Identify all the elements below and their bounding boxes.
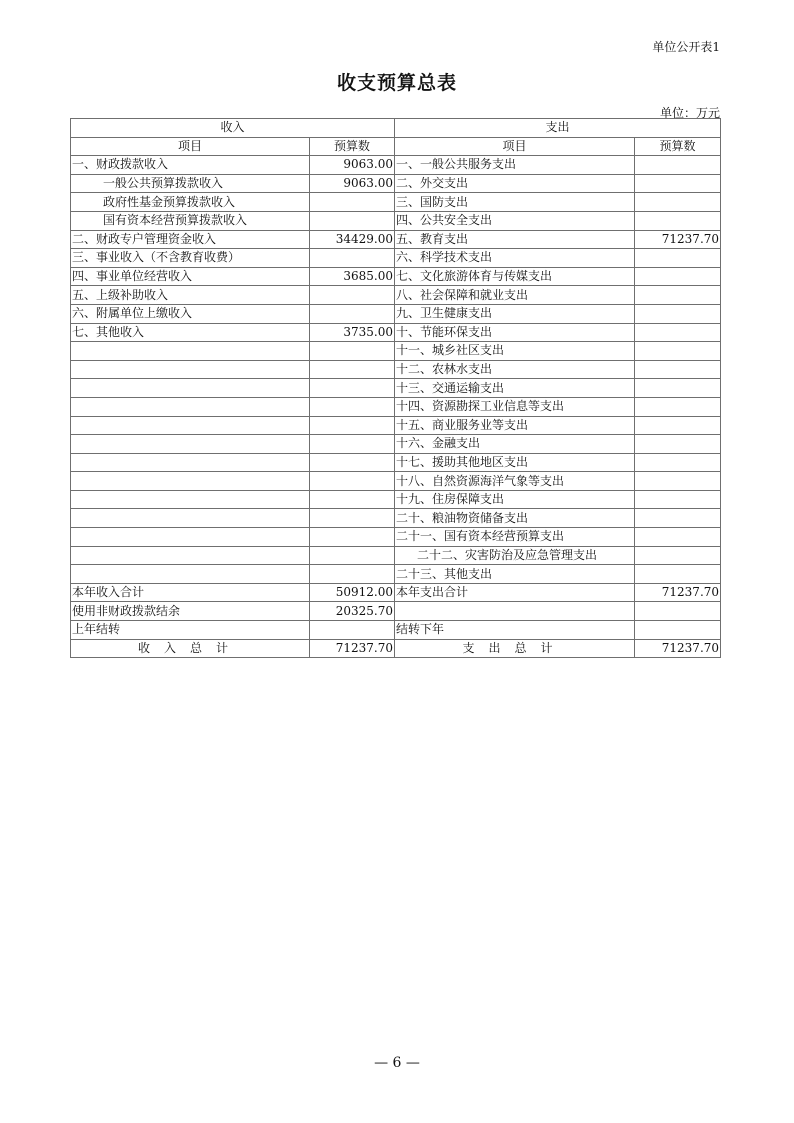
expense-amount-cell [635, 435, 721, 454]
expense-amount-cell [635, 379, 721, 398]
expense-item-cell: 十七、援助其他地区支出 [395, 453, 635, 472]
expense-amount-cell [635, 267, 721, 286]
expense-item-cell: 五、教育支出 [395, 230, 635, 249]
table-row [71, 193, 721, 212]
expense-amount-cell [635, 397, 721, 416]
expense-item-cell: 一、一般公共服务支出 [395, 156, 635, 175]
table-row [71, 602, 721, 621]
expense-amount-cell [635, 211, 721, 230]
income-item-cell [71, 360, 310, 379]
income-item-cell [71, 528, 310, 547]
table-row [71, 360, 721, 379]
table-row [71, 528, 721, 547]
table-row [71, 546, 721, 565]
income-amount-cell [310, 360, 395, 379]
expense-item-cell: 六、科学技术支出 [395, 249, 635, 268]
table-row [71, 379, 721, 398]
budget-table [70, 118, 721, 658]
income-total-label: 收入总计 [71, 639, 310, 658]
income-item-cell: 一、财政拨款收入 [71, 156, 310, 175]
expense-item-cell: 十一、城乡社区支出 [395, 342, 635, 361]
income-amount-cell: 3685.00 [310, 267, 395, 286]
income-amount-cell [310, 546, 395, 565]
expense-amount-cell [635, 156, 721, 175]
expense-amount-cell [635, 360, 721, 379]
income-item-cell: 本年收入合计 [71, 583, 310, 602]
expense-amount-cell: 71237.70 [635, 583, 721, 602]
expense-item-cell: 二十一、国有资本经营预算支出 [395, 528, 635, 547]
income-amount-cell [310, 472, 395, 491]
income-item-cell: 政府性基金预算拨款收入 [71, 193, 310, 212]
income-amount-cell: 3735.00 [310, 323, 395, 342]
unit-label: 单位：万元 [659, 106, 720, 120]
expense-item-cell: 七、文化旅游体育与传媒支出 [395, 267, 635, 286]
expense-section-title: 支出 [395, 119, 721, 138]
table-row [71, 453, 721, 472]
expense-amount-cell [635, 416, 721, 435]
table-row [71, 565, 721, 584]
expense-item-cell: 十、节能环保支出 [395, 323, 635, 342]
table-row [71, 174, 721, 193]
table-row [71, 156, 721, 175]
expense-amount-cell [635, 193, 721, 212]
income-item-cell [71, 397, 310, 416]
income-item-cell: 六、附属单位上缴收入 [71, 304, 310, 323]
table-row [71, 211, 721, 230]
expense-item-cell: 十五、商业服务业等支出 [395, 416, 635, 435]
table-row [71, 304, 721, 323]
income-item-cell: 四、事业单位经营收入 [71, 267, 310, 286]
expense-item-cell: 二十三、其他支出 [395, 565, 635, 584]
income-item-cell: 七、其他收入 [71, 323, 310, 342]
form-number: 单位公开表1 [652, 40, 720, 54]
column-header-row [71, 137, 721, 156]
expense-amount-cell [635, 286, 721, 305]
income-item-cell [71, 416, 310, 435]
expense-item-cell: 本年支出合计 [395, 583, 635, 602]
income-amount-cell: 9063.00 [310, 156, 395, 175]
income-item-cell: 使用非财政拨款结余 [71, 602, 310, 621]
section-header-row [71, 119, 721, 138]
expense-item-cell: 九、卫生健康支出 [395, 304, 635, 323]
expense-item-cell: 十三、交通运输支出 [395, 379, 635, 398]
grand-total-row [71, 639, 721, 658]
income-amount-cell: 50912.00 [310, 583, 395, 602]
expense-amount-cell [635, 249, 721, 268]
income-item-cell [71, 509, 310, 528]
income-amount-cell: 20325.70 [310, 602, 395, 621]
table-row [71, 267, 721, 286]
income-item-cell [71, 379, 310, 398]
income-amount-cell [310, 286, 395, 305]
expense-amount-cell [635, 472, 721, 491]
expense-amount-cell [635, 323, 721, 342]
expense-amount-cell [635, 453, 721, 472]
expense-total-amount: 71237.70 [635, 639, 721, 658]
income-amount-cell [310, 435, 395, 454]
expense-item-cell: 十九、住房保障支出 [395, 490, 635, 509]
income-item-cell: 国有资本经营预算拨款收入 [71, 211, 310, 230]
expense-item-cell [395, 602, 635, 621]
income-item-cell [71, 342, 310, 361]
expense-item-cell: 二十、粮油物资储备支出 [395, 509, 635, 528]
expense-item-cell: 二十二、灾害防治及应急管理支出 [395, 546, 635, 565]
income-amount-cell [310, 528, 395, 547]
income-item-cell: 一般公共预算拨款收入 [71, 174, 310, 193]
table-row [71, 323, 721, 342]
income-amount-cell [310, 565, 395, 584]
expense-item-cell: 二、外交支出 [395, 174, 635, 193]
income-item-cell: 三、事业收入（不含教育收费） [71, 249, 310, 268]
income-item-cell [71, 435, 310, 454]
income-amount-cell [310, 379, 395, 398]
income-amount-cell [310, 342, 395, 361]
income-amount-cell [310, 249, 395, 268]
table-row [71, 397, 721, 416]
income-amount-cell [310, 509, 395, 528]
expense-item-cell: 十四、资源勘探工业信息等支出 [395, 397, 635, 416]
expense-item-cell: 四、公共安全支出 [395, 211, 635, 230]
expense-item-header: 项目 [395, 137, 635, 156]
income-item-cell [71, 472, 310, 491]
table-row [71, 490, 721, 509]
expense-item-cell: 三、国防支出 [395, 193, 635, 212]
income-amount-cell: 34429.00 [310, 230, 395, 249]
income-amount-cell: 9063.00 [310, 174, 395, 193]
expense-amount-cell [635, 304, 721, 323]
expense-amount-cell [635, 528, 721, 547]
table-row [71, 509, 721, 528]
expense-amount-cell [635, 546, 721, 565]
page-title: 收支预算总表 [336, 72, 457, 94]
expense-amount-cell [635, 342, 721, 361]
income-item-cell: 上年结转 [71, 621, 310, 640]
expense-amount-header: 预算数 [635, 137, 721, 156]
income-amount-cell [310, 621, 395, 640]
expense-item-cell: 十八、自然资源海洋气象等支出 [395, 472, 635, 491]
expense-amount-cell [635, 509, 721, 528]
income-amount-cell [310, 304, 395, 323]
income-section-title: 收入 [71, 119, 395, 138]
income-amount-cell [310, 211, 395, 230]
income-item-header: 项目 [71, 137, 310, 156]
expense-item-cell: 八、社会保障和就业支出 [395, 286, 635, 305]
expense-item-cell: 结转下年 [395, 621, 635, 640]
expense-total-label: 支出总计 [395, 639, 635, 658]
table-row [71, 435, 721, 454]
income-item-cell [71, 490, 310, 509]
income-amount-cell [310, 453, 395, 472]
income-amount-cell [310, 193, 395, 212]
table-row [71, 621, 721, 640]
table-row [71, 249, 721, 268]
income-item-cell: 二、财政专户管理资金收入 [71, 230, 310, 249]
table-row [71, 286, 721, 305]
income-item-cell [71, 565, 310, 584]
expense-amount-cell: 71237.70 [635, 230, 721, 249]
income-total-amount: 71237.70 [310, 639, 395, 658]
income-amount-header: 预算数 [310, 137, 395, 156]
page-number: — 6 — [374, 1055, 420, 1071]
table-row [71, 416, 721, 435]
income-item-cell [71, 546, 310, 565]
income-amount-cell [310, 490, 395, 509]
table-row [71, 230, 721, 249]
table-row [71, 583, 721, 602]
income-amount-cell [310, 397, 395, 416]
expense-amount-cell [635, 602, 721, 621]
expense-amount-cell [635, 490, 721, 509]
income-item-cell [71, 453, 310, 472]
income-item-cell: 五、上级补助收入 [71, 286, 310, 305]
expense-item-cell: 十二、农林水支出 [395, 360, 635, 379]
expense-amount-cell [635, 174, 721, 193]
expense-amount-cell [635, 565, 721, 584]
expense-item-cell: 十六、金融支出 [395, 435, 635, 454]
table-row [71, 342, 721, 361]
table-row [71, 472, 721, 491]
income-amount-cell [310, 416, 395, 435]
expense-amount-cell [635, 621, 721, 640]
